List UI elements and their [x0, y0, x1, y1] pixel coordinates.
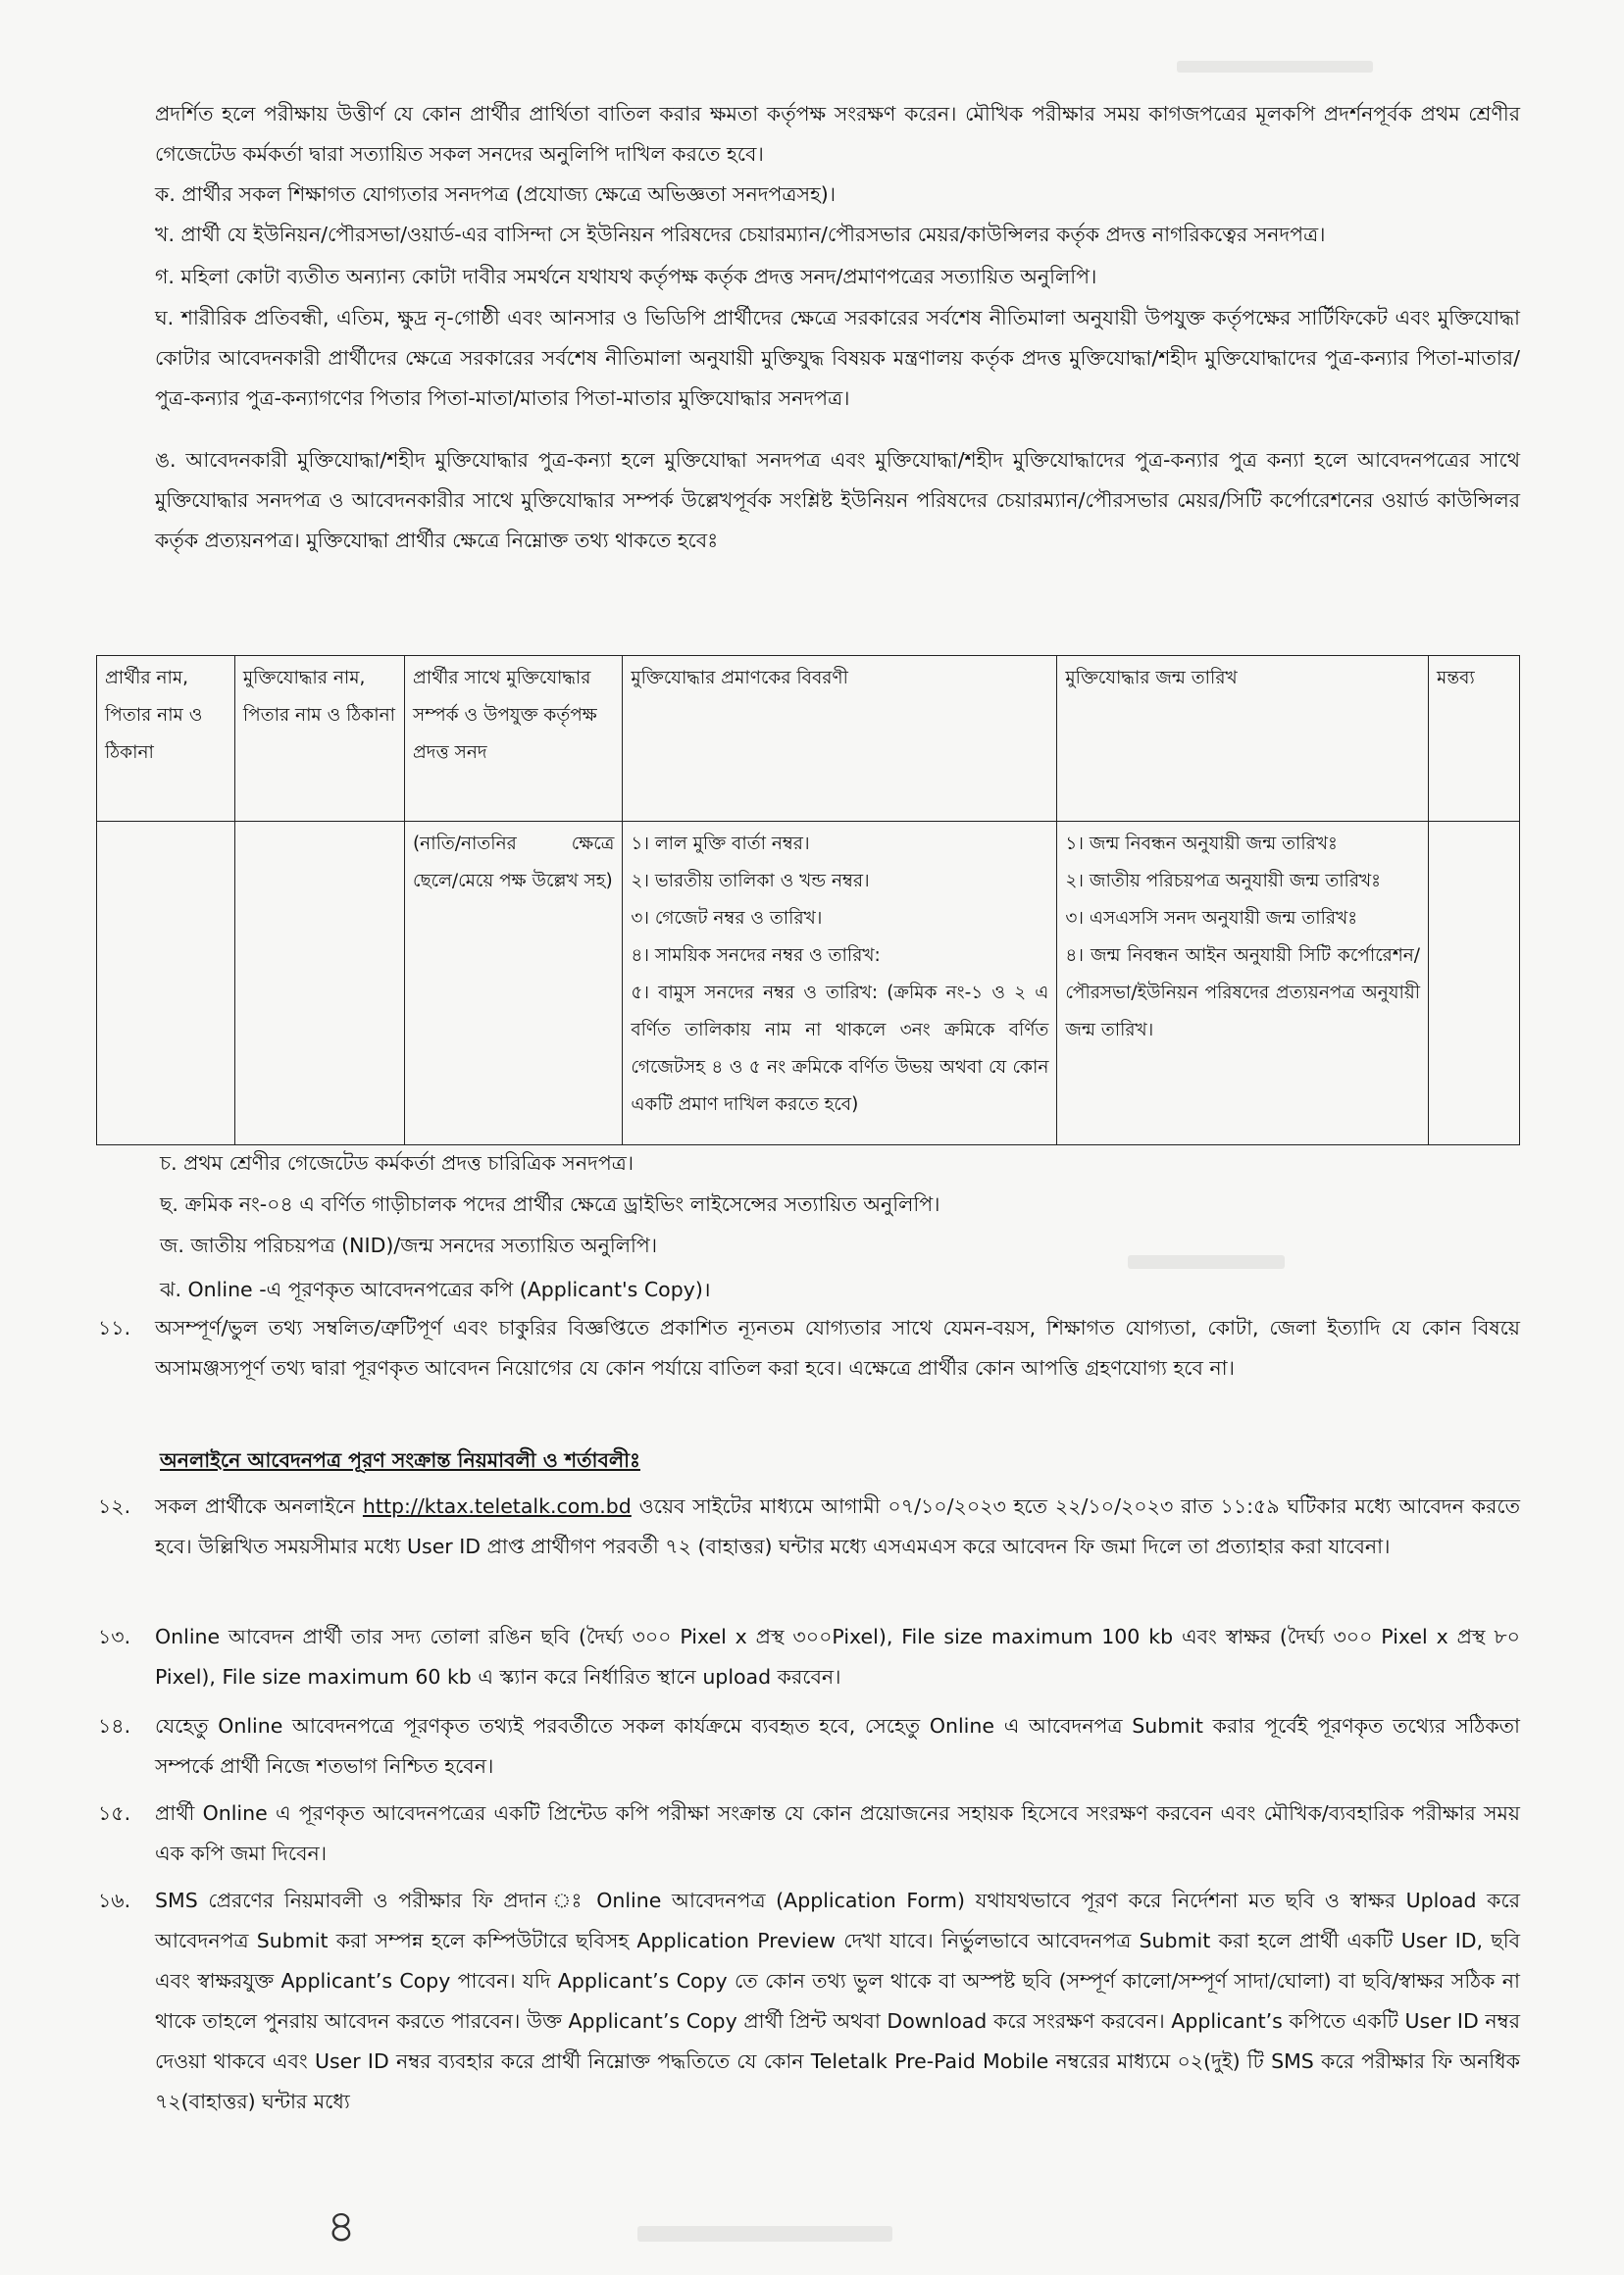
document-item-jha: ঝ. Online -এ পূরণকৃত আবেদনপত্রের কপি (Applicant's Copy)।	[160, 1278, 711, 1301]
proof-item: ৪। সাময়িক সনদের নম্বর ও তারিখ:	[631, 945, 881, 966]
intro-paragraph: প্রদর্শিত হলে পরীক্ষায় উত্তীর্ণ যে কোন প্রার্থীর প্রার্থিতা বাতিল করার ক্ষমতা কর্তৃপক্ষ সংরক্ষণ করেন। মৌখিক পরীক্ষার সময় কাগজপত্রের মূলকপি প্রদর্শনপূর্বক প্রথম শ্রেণীর গেজেটেড কর্মকর্তা দ্বারা সত্যায়িত সকল সনদের অনুলিপি দাখিল করতে হবে।	[155, 102, 1520, 166]
cell-proof	[623, 822, 1057, 1145]
birth-date-item: ৪। জন্ম নিবন্ধন আইন অনুযায়ী সিটি কর্পোরেশন/পৌরসভা/ইউনিয়ন পরিষদের প্রত্যয়নপত্র অনুযায়ী জন্ম তারিখ।	[1065, 945, 1421, 1040]
rule-text-part: ওয়েব সাইটের মাধ্যমে আগামী ০৭/১০/২০২৩ হতে ২২/১০/২০২৩ রাত ১১:৫৯ ঘটিকার মধ্যে আবেদন করতে হবে। উল্লিখিত সময়সীমার মধ্যে User ID প্রাপ্ত প্রার্থীগণ পরবর্তী ৭২ (বাহাত্তর) ঘন্টার মধ্যে এসএমএস করে আবেদন ফি জমা দিলে তা প্রত্যাহার করা যাবেনা।	[155, 1494, 1520, 1558]
birth-date-item: ২। জাতীয় পরিচয়পত্র অনুযায়ী জন্ম তারিখঃ	[1065, 871, 1382, 891]
header-freedom-fighter: মুক্তিযোদ্ধার নাম, পিতার নাম ও ঠিকানা	[234, 656, 404, 822]
rule-number: ১৩.	[98, 1625, 131, 1648]
document-item-kha: খ. প্রার্থী যে ইউনিয়ন/পৌরসভা/ওয়ার্ড-এর বাসিন্দা সে ইউনিয়ন পরিষদের চেয়ারম্যান/পৌরসভার মেয়র/কাউন্সিলর কর্তৃক প্রদত্ত নাগরিকত্বের সনদপত্র।	[155, 223, 1326, 246]
cell-remarks	[1429, 822, 1520, 1145]
online-rules-heading: অনলাইনে আবেদনপত্র পূরণ সংক্রান্ত নিয়মাবলী ও শর্তাবলীঃ	[160, 1448, 640, 1472]
scan-mark	[637, 2226, 892, 2242]
birth-date-item: ৩। এসএসসি সনদ অনুযায়ী জন্ম তারিখঃ	[1065, 908, 1358, 929]
header-remarks: মন্তব্য	[1429, 656, 1520, 822]
header-relation: প্রার্থীর সাথে মুক্তিযোদ্ধার সম্পর্ক ও উপযুক্ত কর্তৃপক্ষ প্রদত্ত সনদ	[404, 656, 622, 822]
rule-number: ১৫.	[98, 1801, 131, 1825]
page-number: ৪	[327, 2199, 356, 2252]
document-item-uma: ঙ. আবেদনকারী মুক্তিযোদ্ধা/শহীদ মুক্তিযোদ্ধার পুত্র-কন্যা হলে মুক্তিযোদ্ধা সনদপত্র এবং মুক্তিযোদ্ধা/শহীদ মুক্তিযোদ্ধাদের পুত্র-কন্যার পুত্র কন্যা হলে আবেদনপত্রের সাথে মুক্তিযোদ্ধার সনদপত্র ও আবেদনকারীর সাথে মুক্তিযোদ্ধার সম্পর্ক উল্লেখপূর্বক সংশ্লিষ্ট ইউনিয়ন পরিষদের চেয়ারম্যান/পৌরসভার মেয়র/সিটি কর্পোরেশনের ওয়ার্ড কাউন্সিলর কর্তৃক প্রত্যয়নপত্র। মুক্তিযোদ্ধা প্রার্থীর ক্ষেত্রে নিম্নোক্ত তথ্য থাকতে হবেঃ	[155, 448, 1520, 552]
document-item-chha: ছ. ক্রমিক নং-০৪ এ বর্ণিত গাড়ীচালক পদের প্রার্থীর ক্ষেত্রে ড্রাইভিং লাইসেন্সের সত্যায়িত অনুলিপি।	[160, 1192, 940, 1216]
table-header-row	[97, 656, 1520, 822]
proof-item: ৫। বামুস সনদের নম্বর ও তারিখ: (ক্রমিক নং-১ ও ২ এ বর্ণিত তালিকায় নাম না থাকলে ৩নং ক্রমিকে বর্ণিত গেজেটসহ ৪ ও ৫ নং ক্রমিকে বর্ণিত উভয় অথবা যে কোন একটি প্রমাণ দাখিল করতে হবে)	[631, 983, 1049, 1115]
rule-text: যেহেতু Online আবেদনপত্রে পূরণকৃত তথ্যই পরবর্তীতে সকল কার্যক্রমে ব্যবহৃত হবে, সেহেতু Online এ আবেদনপত্র Submit করার পূর্বেই পূরণকৃত তথ্যের সঠিকতা সম্পর্কে প্রার্থী নিজে শতভাগ নিশ্চিত হবেন।	[155, 1714, 1520, 1778]
document-item-ga: গ. মহিলা কোটা ব্যতীত অন্যান্য কোটা দাবীর সমর্থনে যথাযথ কর্তৃপক্ষ কর্তৃক প্রদত্ত সনদ/প্রমাণপত্রের সত্যায়িত অনুলিপি।	[155, 265, 1097, 288]
relation-note: (নাতি/নাতনির ক্ষেত্রে ছেলে/মেয়ে পক্ষ উল্লেখ সহ)	[412, 834, 615, 891]
rule-text: প্রার্থী Online এ পূরণকৃত আবেদনপত্রের একটি প্রিন্টেড কপি পরীক্ষা সংক্রান্ত যে কোন প্রয়োজনের সহায়ক হিসেবে সংরক্ষণ করবেন এবং মৌখিক/ব্যবহারিক পরীক্ষার সময় এক কপি জমা দিবেন।	[155, 1801, 1520, 1865]
document-item-gha: ঘ. শারীরিক প্রতিবন্ধী, এতিম, ক্ষুদ্র নৃ-গোষ্ঠী এবং আনসার ও ভিডিপি প্রার্থীদের ক্ষেত্রে সরকারের সর্বশেষ নীতিমালা অনুযায়ী উপযুক্ত কর্তৃপক্ষের সার্টিফিকেট এবং মুক্তিযোদ্ধা কোটার আবেদনকারী প্রার্থীদের ক্ষেত্রে সরকারের সর্বশেষ নীতিমালা অনুযায়ী মুক্তিযুদ্ধ বিষয়ক মন্ত্রণালয় কর্তৃক প্রদত্ত মুক্তিযোদ্ধা/শহীদ মুক্তিযোদ্ধাদের পুত্র-কন্যার পিতা-মাতার/পুত্র-কন্যার পুত্র-কন্যাগণের পিতার পিতা-মাতা/মাতার পিতা-মাতার মুক্তিযোদ্ধার সনদপত্র।	[155, 306, 1520, 410]
birth-date-item: ১। জন্ম নিবন্ধন অনুযায়ী জন্ম তারিখঃ	[1065, 834, 1338, 854]
scan-mark	[1177, 61, 1373, 73]
table-row	[97, 822, 1520, 1145]
rule-text: SMS প্রেরণের নিয়মাবলী ও পরীক্ষার ফি প্রদান ঃ Online আবেদনপত্র (Application Form) যথাযথভাবে পূরণ করে নির্দেশনা মত ছবি ও স্বাক্ষর Upload করে আবেদনপত্র Submit করা সম্পন্ন হলে কম্পিউটারে ছবিসহ Application Preview দেখা যাবে। নির্ভুলভাবে আবেদনপত্র Submit করা হলে প্রার্থী একটি User ID, ছবি এবং স্বাক্ষরযুক্ত Applicant’s Copy পাবেন। যদি Applicant’s Copy তে কোন তথ্য ভুল থাকে বা অস্পষ্ট ছবি (সম্পূর্ণ কালো/সম্পূর্ণ সাদা/ঘোলা) বা ছবি/স্বাক্ষর সঠিক না থাকে তাহলে পুনরায় আবেদন করতে পারবেন। উক্ত Applicant’s Copy প্রার্থী প্রিন্ট অথবা Download করে সংরক্ষণ করবেন। Applicant’s কপিতে একটি User ID নম্বর দেওয়া থাকবে এবং User ID নম্বর ব্যবহার করে প্রার্থী নিম্নোক্ত পদ্ধতিতে যে কোন Teletalk Pre-Paid Mobile নম্বরের মাধ্যমে ০২(দুই) টি SMS করে পরীক্ষার ফি অনধিক ৭২(বাহাত্তর) ঘন্টার মধ্যে	[155, 1889, 1520, 2113]
freedom-fighter-info-table	[96, 655, 1520, 1145]
cell-candidate	[97, 822, 235, 1145]
header-candidate: প্রার্থীর নাম, পিতার নাম ও ঠিকানা	[97, 656, 235, 822]
document-item-cha: চ. প্রথম শ্রেণীর গেজেটেড কর্মকর্তা প্রদত্ত চারিত্রিক সনদপত্র।	[160, 1151, 634, 1175]
rule-number: ১১.	[98, 1316, 131, 1340]
proof-item: ১। লাল মুক্তি বার্তা নম্বর।	[631, 834, 810, 854]
cell-birth-date	[1057, 822, 1429, 1145]
document-item-ka: ক. প্রার্থীর সকল শিক্ষাগত যোগ্যতার সনদপত্র (প্রযোজ্য ক্ষেত্রে অভিজ্ঞতা সনদপত্রসহ)।	[155, 182, 837, 206]
application-website-link[interactable]: http://ktax.teletalk.com.bd	[362, 1494, 632, 1518]
document-item-ja: জ. জাতীয় পরিচয়পত্র (NID)/জন্ম সনদের সত্যায়িত অনুলিপি।	[160, 1234, 658, 1257]
proof-item: ২। ভারতীয় তালিকা ও খন্ড নম্বর।	[631, 871, 870, 891]
rule-number: ১৬.	[98, 1889, 131, 1912]
rule-text	[155, 1487, 1520, 1567]
proof-item: ৩। গেজেট নম্বর ও তারিখ।	[631, 908, 823, 929]
header-proof: মুক্তিযোদ্ধার প্রমাণকের বিবরণী	[623, 656, 1057, 822]
rule-number: ১২.	[98, 1494, 131, 1518]
rule-text: Online আবেদন প্রার্থী তার সদ্য তোলা রঙিন ছবি (দৈর্ঘ্য ৩০০ Pixel x প্রস্থ ৩০০Pixel), File size maximum 100 kb এবং স্বাক্ষর (দৈর্ঘ্য ৩০০ Pixel x প্রস্থ ৮০ Pixel), File size maximum 60 kb এ স্ক্যান করে নির্ধারিত স্থানে upload করবেন।	[155, 1625, 1520, 1689]
rule-text: অসম্পূর্ণ/ভুল তথ্য সম্বলিত/ত্রুটিপূর্ণ এবং চাকুরির বিজ্ঞপ্তিতে প্রকাশিত ন্যূনতম যোগ্যতার সাথে যেমন-বয়স, শিক্ষাগত যোগ্যতা, কোটা, জেলা ইত্যাদি যে কোন বিষয়ে অসামঞ্জস্যপূর্ণ তথ্য দ্বারা পূরণকৃত আবেদন নিয়োগের যে কোন পর্যায়ে বাতিল করা হবে। এক্ষেত্রে প্রার্থীর কোন আপত্তি গ্রহণযোগ্য হবে না।	[155, 1316, 1520, 1380]
cell-freedom-fighter	[234, 822, 404, 1145]
rule-number: ১৪.	[98, 1714, 131, 1738]
rule-text-part: সকল প্রার্থীকে অনলাইনে	[155, 1494, 363, 1518]
header-birth-date: মুক্তিযোদ্ধার জন্ম তারিখ	[1057, 656, 1429, 822]
cell-relation	[404, 822, 622, 1145]
